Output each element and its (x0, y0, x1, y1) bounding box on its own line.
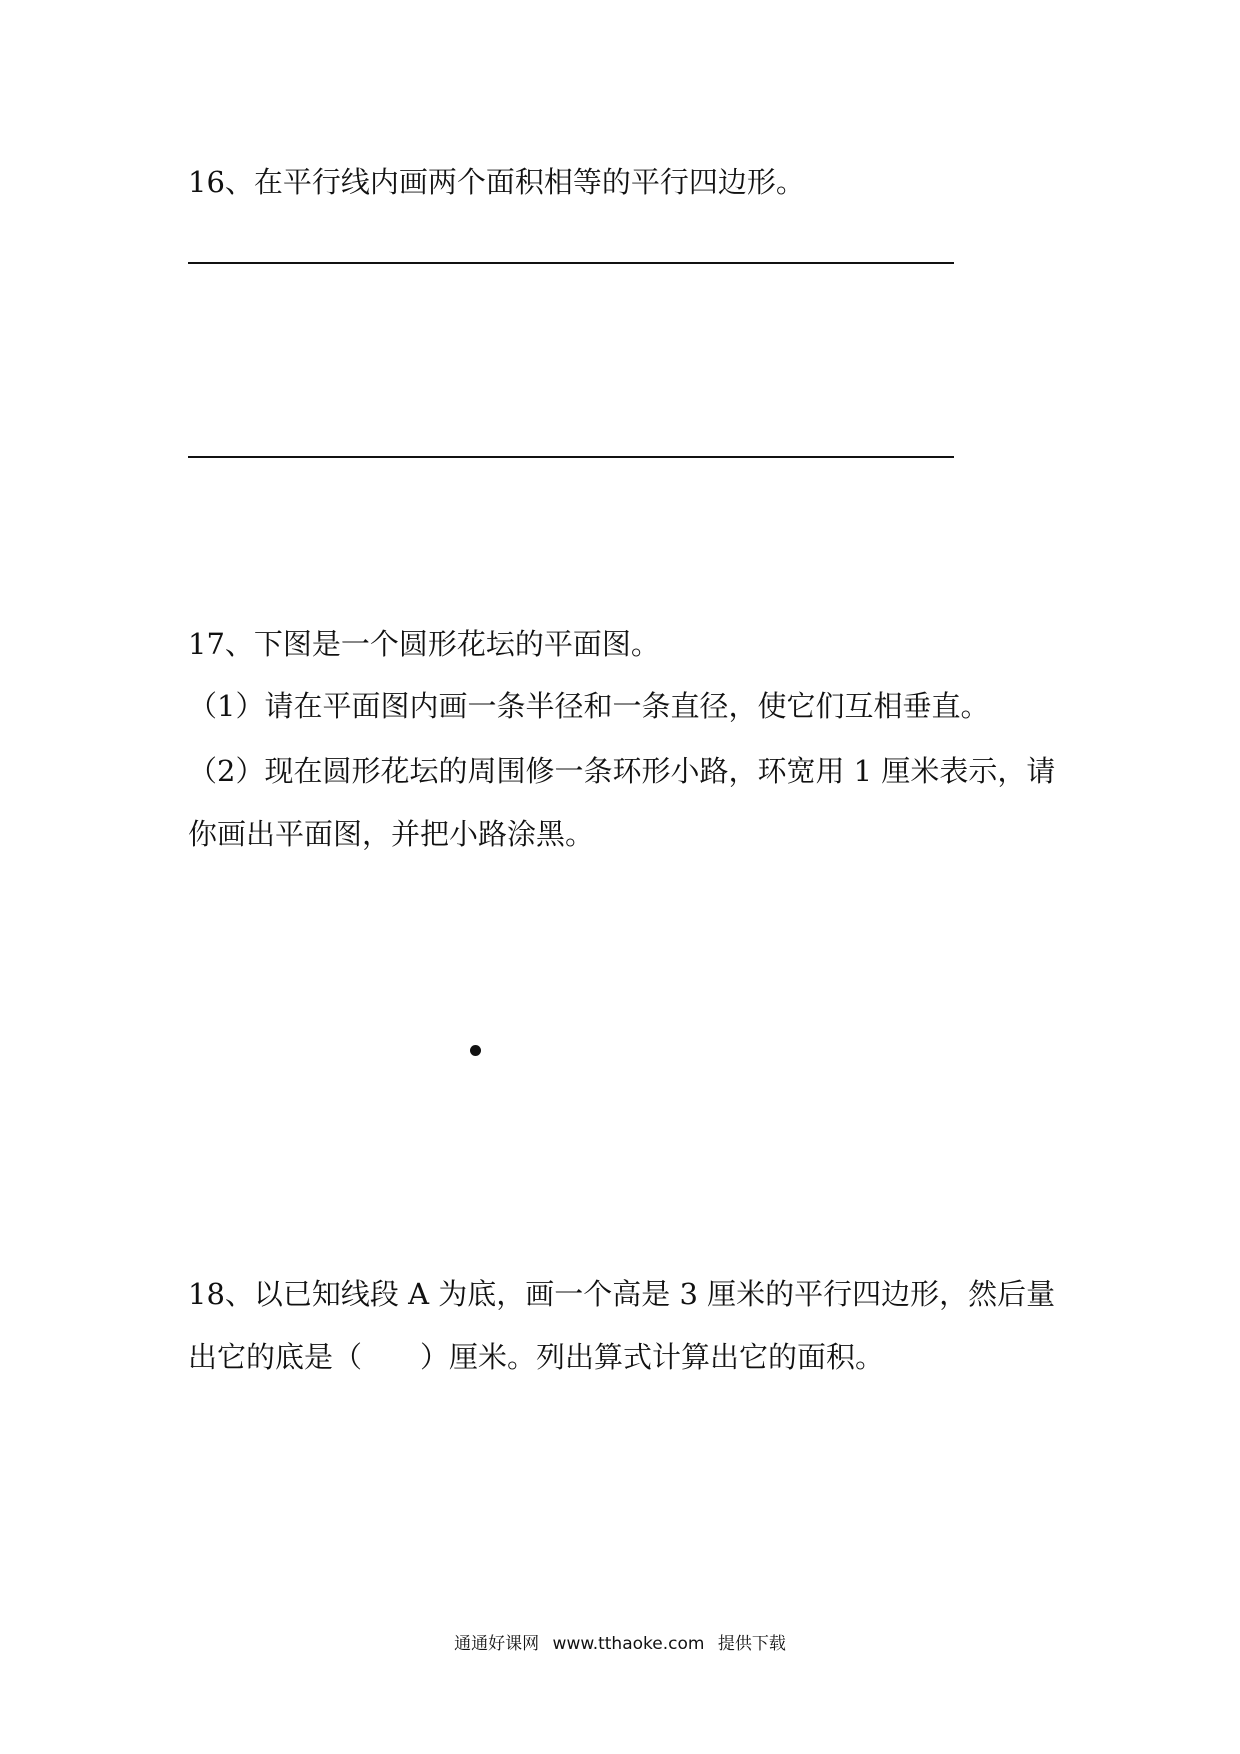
question-16-text: 16、在平行线内画两个面积相等的平行四边形。 (188, 165, 805, 199)
circle-center-dot (470, 1045, 481, 1056)
footer-note: 提供下载 (717, 1634, 786, 1654)
question-17-part-2-line-2: 你画出平面图，并把小路涂黑。 (188, 817, 595, 851)
question-18-line-2: 出它的底是（ ）厘米。列出算式计算出它的面积。 (188, 1340, 885, 1374)
parallel-line-top (188, 262, 954, 264)
question-17-part-2-line-1: （2）现在圆形花坛的周围修一条环形小路，环宽用 1 厘米表示，请 (188, 754, 1056, 788)
question-18-line-1: 18、以已知线段 A 为底，画一个高是 3 厘米的平行四边形，然后量 (188, 1277, 1056, 1311)
parallel-line-bottom (188, 456, 954, 458)
question-17-title: 17、下图是一个圆形花坛的平面图。 (188, 627, 660, 661)
footer-url[interactable]: www.tthaoke.com (552, 1634, 705, 1654)
footer-site-name: 通通好课网 (454, 1634, 540, 1654)
page-footer (0, 1632, 1240, 1656)
question-17-part-1: （1）请在平面图内画一条半径和一条直径，使它们互相垂直。 (188, 689, 990, 723)
